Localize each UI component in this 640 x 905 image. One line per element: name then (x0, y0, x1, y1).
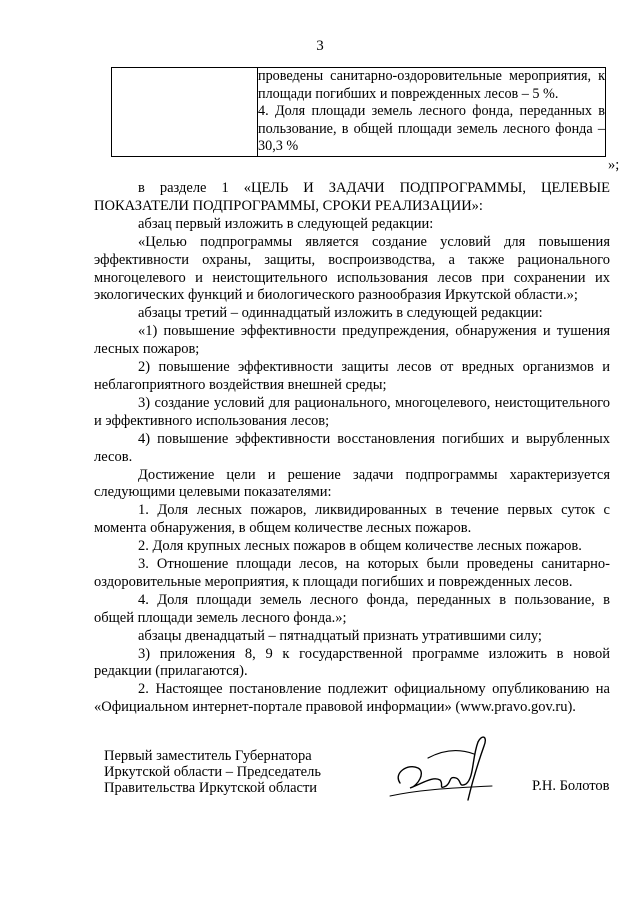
paragraph: 4. Доля площади земель лесного фонда, переданных в пользование, в общей площади земель лесного фонда.»; (94, 591, 610, 626)
paragraph: 2. Настоящее постановление подлежит официальному опубликованию на «Официальном интернет-портале правовой информации» (www.pravo.gov.ru). (94, 681, 610, 716)
paragraph: 1. Доля лесных пожаров, ликвидированных в течение первых суток с момента обнаружения, в общем количестве лесных пожаров. (94, 502, 610, 537)
page-number: 3 (316, 38, 324, 54)
table-row (112, 68, 606, 157)
paragraph: 3. Отношение площади лесов, на которых были проведены санитарно-оздоровительные мероприятия, к площади погибших и поврежденных лесов. (94, 556, 610, 590)
paragraph: Достижение цели и решение задачи подпрограммы характеризуется следующими целевыми показателями: (94, 466, 610, 501)
handwritten-signature (388, 728, 498, 808)
table-cell-text (258, 68, 606, 157)
paragraph: «Целью подпрограммы является создание условий для повышения эффективности охраны, защиты, воспроизводства, а также рационального многоцелевого и неистощительного использования лесов при сохранении их экологических функций и биологического разнообразия Иркутской области.»; (94, 233, 610, 304)
paragraph: «1) повышение эффективности предупреждения, обнаружения и тушения лесных пожаров; (94, 323, 610, 358)
signatory-title-line: Иркутской области – Председатель (104, 764, 321, 780)
table-cell-paragraph: 4. Доля площади земель лесного фонда, переданных в пользование, в общей площади земель лесного фонда – 30,3 % (258, 103, 605, 154)
signatory-title-line: Первый заместитель Губернатора (104, 748, 312, 764)
paragraph: абзацы третий – одиннадцатый изложить в следующей редакции: (138, 305, 543, 322)
paragraph: 3) приложения 8, 9 к государственной программе изложить в новой редакции (прилагаются). (94, 645, 610, 680)
paragraph: 4) повышение эффективности восстановления погибших и вырубленных лесов. (94, 430, 610, 465)
document-body (94, 180, 610, 717)
paragraph: 2) повышение эффективности защиты лесов от вредных организмов и неблагоприятного воздействия внешней среды; (94, 359, 610, 393)
continued-indicators-table (111, 67, 606, 157)
paragraph: 2. Доля крупных лесных пожаров в общем количестве лесных пожаров. (138, 538, 582, 555)
signatory-title (104, 748, 321, 796)
paragraph: 3) создание условий для рационального, многоцелевого, неистощительного и эффективного использования лесов; (94, 394, 610, 429)
paragraph: абзацы двенадцатый – пятнадцатый признать утратившими силу; (138, 627, 542, 644)
table-cell-paragraph: проведены санитарно-оздоровительные мероприятия, к площади погибших и поврежденных лесов – 5 %. (258, 68, 605, 102)
table-cell-empty (112, 68, 258, 157)
signatory-title-line: Правительства Иркутской области (104, 780, 318, 796)
table-closing-quote: »; (608, 157, 620, 173)
paragraph: абзац первый изложить в следующей редакции: (138, 215, 434, 232)
signatory-name: Р.Н. Болотов (532, 778, 610, 794)
paragraph: в разделе 1 «ЦЕЛЬ И ЗАДАЧИ ПОДПРОГРАММЫ, ЦЕЛЕВЫЕ ПОКАЗАТЕЛИ ПОДПРОГРАММЫ, СРОКИ РЕАЛИЗАЦИИ»: (94, 180, 610, 214)
